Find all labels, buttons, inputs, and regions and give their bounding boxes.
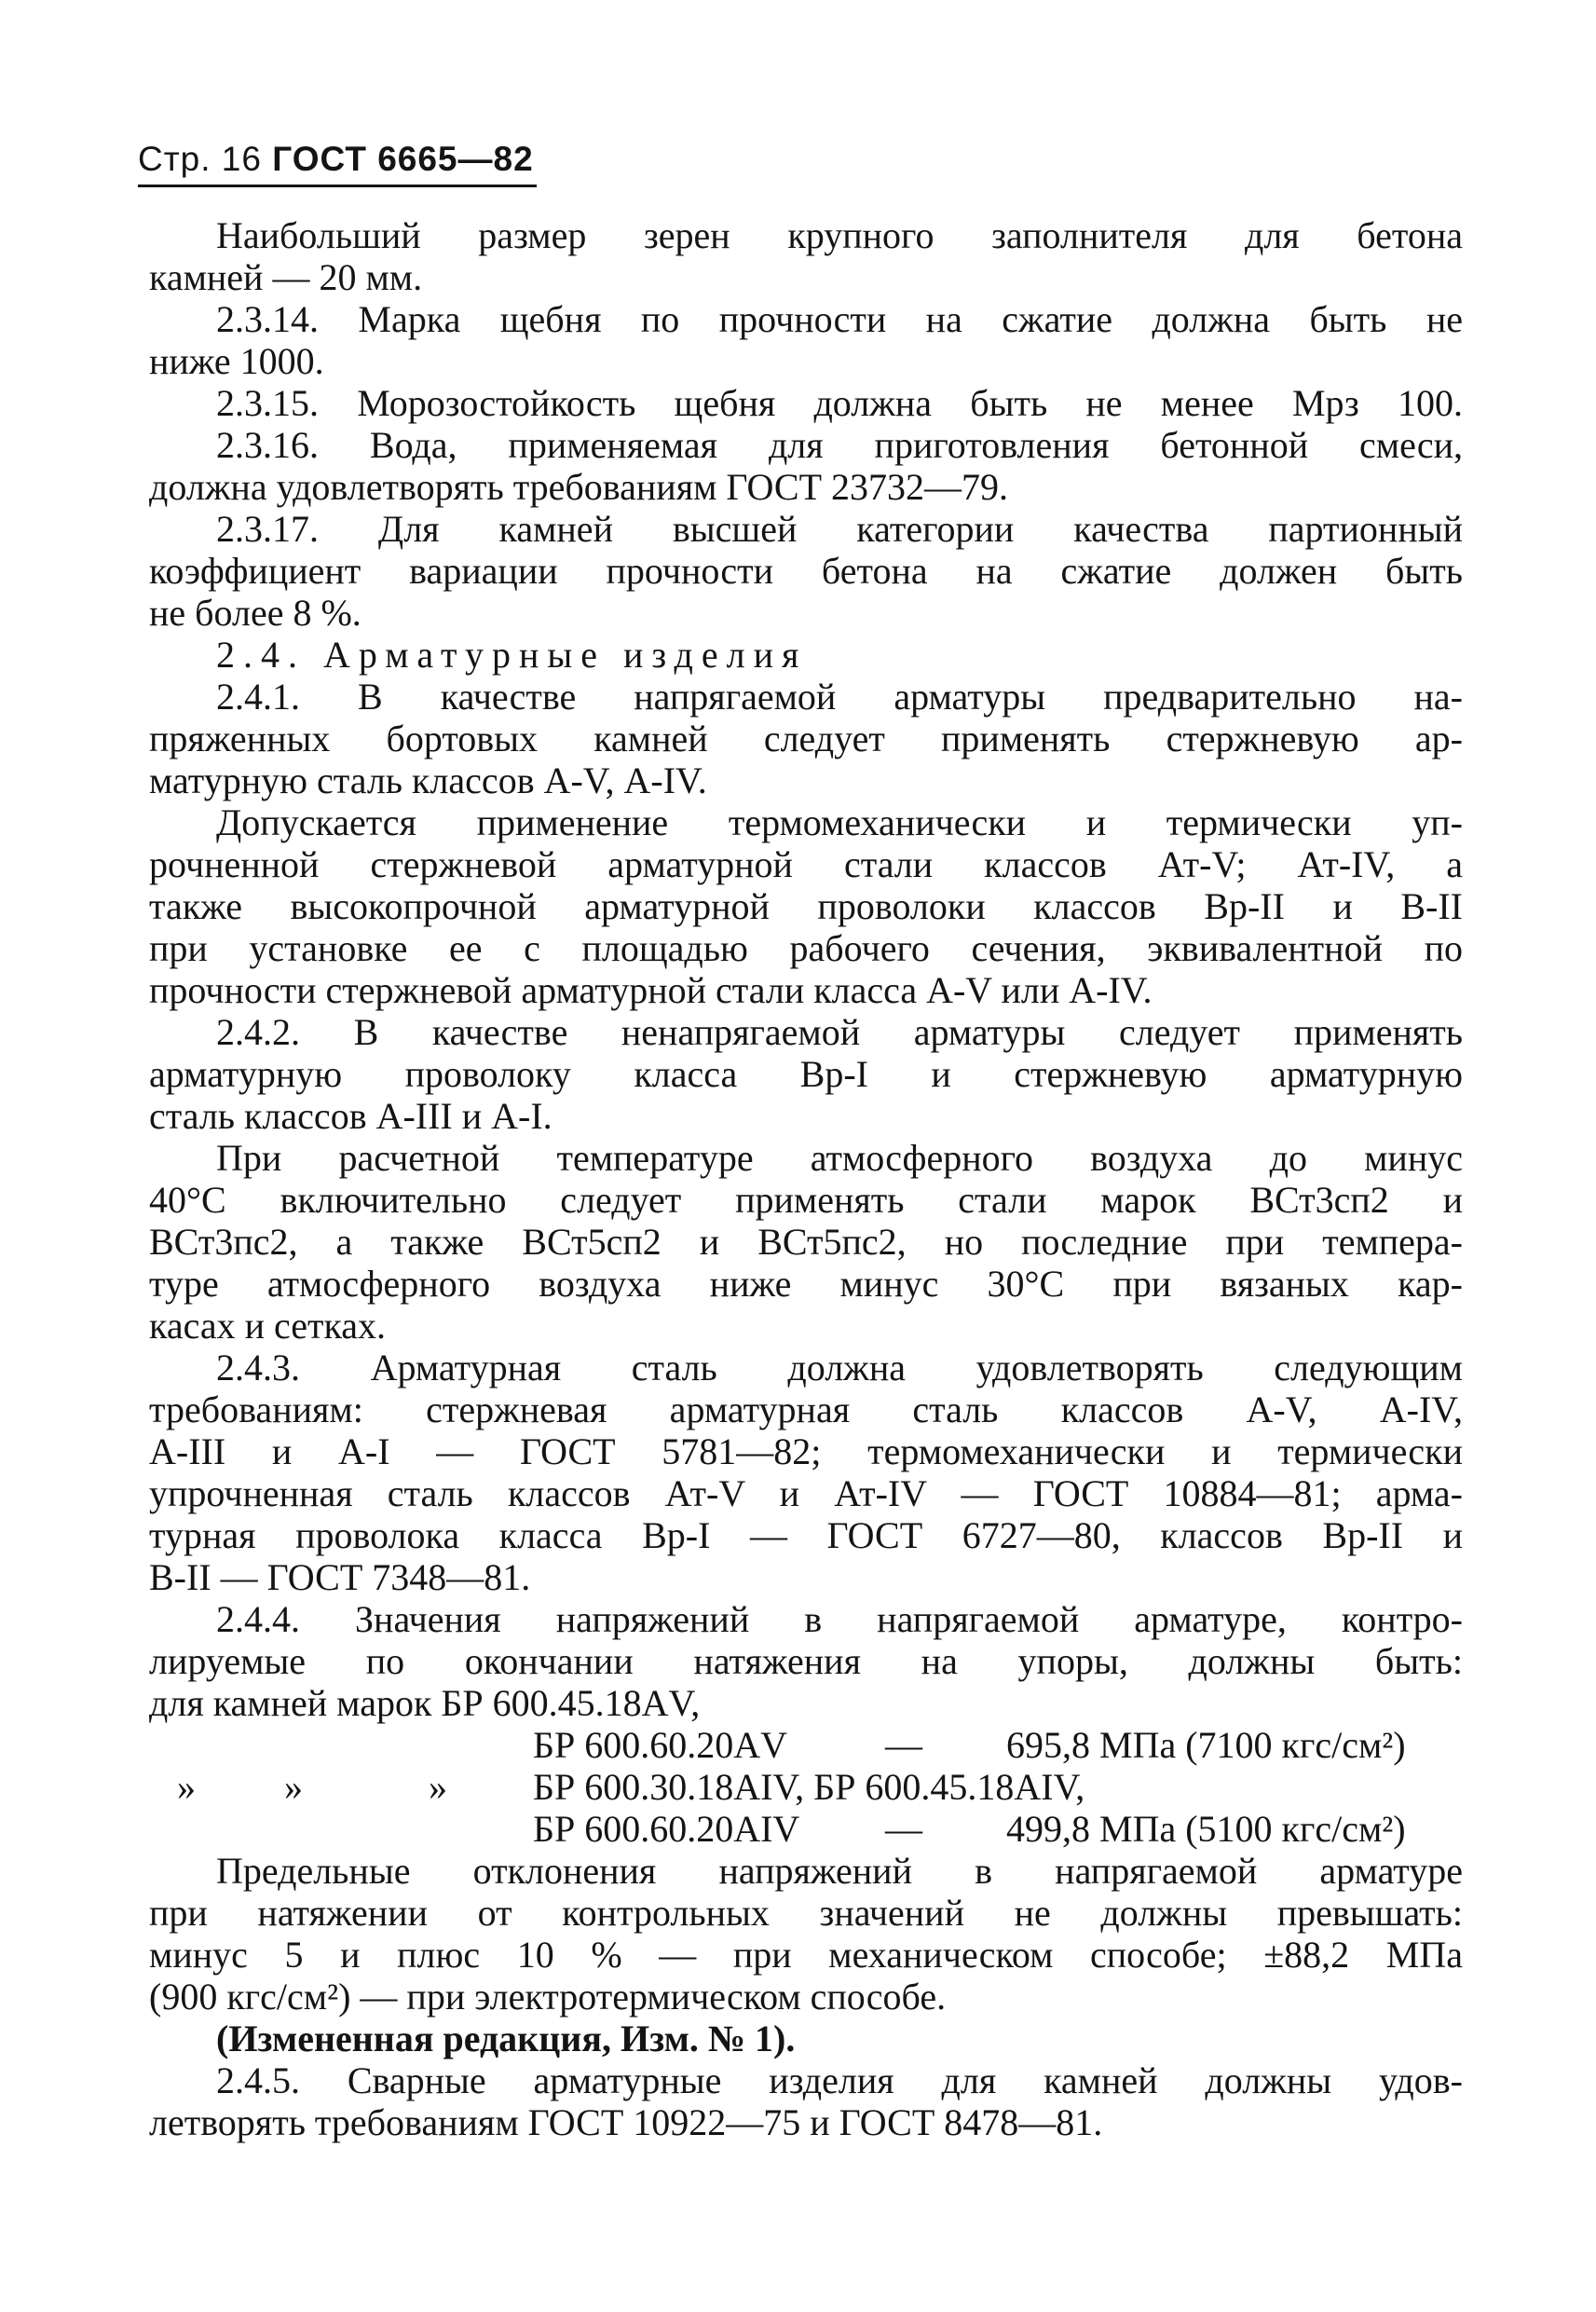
text-line: 2.4.5. Сварные арматурные изделия для камней должны удов- <box>216 2059 1463 2101</box>
text-line: 2.3.14. Марка щебня по прочности на сжатие должна быть не <box>216 298 1463 340</box>
stress-table-row <box>149 1808 1463 1850</box>
table-cell: 695,8 МПа (7100 кгс/см²) <box>1006 1724 1406 1766</box>
table-cell: — <box>885 1808 922 1850</box>
text-line: 2.3.15. Морозостойкость щебня должна быть не менее Мрз 100. <box>216 382 1463 424</box>
text-line: А-III и А-I — ГОСТ 5781—82; термомеханически и термически <box>149 1430 1463 1472</box>
text-line: летворять требованиям ГОСТ 10922—75 и ГОСТ 8478—81. <box>149 2101 1103 2143</box>
text-line: (900 кгс/см²) — при электротермическом способе. <box>149 1976 947 2018</box>
stress-table-row <box>149 1766 1463 1808</box>
text-line: 2.4.1. В качестве напрягаемой арматуры предварительно на- <box>216 676 1463 718</box>
table-cell: БР 600.60.20АIV <box>533 1808 800 1850</box>
text-line: 2.4.3. Арматурная сталь должна удовлетворять следующим <box>216 1347 1463 1389</box>
text-line: камней — 20 мм. <box>149 256 423 298</box>
text-line: касах и сетках. <box>149 1305 387 1347</box>
table-cell: БР 600.30.18АIV, БР 600.45.18АIV, <box>533 1766 1085 1808</box>
text-line: коэффициент вариации прочности бетона на сжатие должен быть <box>149 550 1463 592</box>
table-cell: 499,8 МПа (5100 кгс/см²) <box>1006 1808 1406 1850</box>
text-line: сталь классов А-III и А-I. <box>149 1095 552 1137</box>
text-line: 2.4.2. В качестве ненапрягаемой арматуры следует применять <box>216 1011 1463 1053</box>
ditto-mark: » <box>429 1766 447 1808</box>
text-line: прочности стержневой арматурной стали класса А-V или А-IV. <box>149 969 1153 1011</box>
text-line: арматурную проволоку класса Вр-I и стержневую арматурную <box>149 1053 1463 1095</box>
text-line: туре атмосферного воздуха ниже минус 30°С при вязаных кар- <box>149 1263 1463 1305</box>
text-line: В-II — ГОСТ 7348—81. <box>149 1556 531 1598</box>
text-line: Наибольший размер зерен крупного заполнителя для бетона <box>216 214 1463 256</box>
text-line: При расчетной температуре атмосферного воздуха до минус <box>216 1137 1463 1179</box>
amendment-note: (Измененная редакция, Изм. № 1). <box>216 2018 796 2059</box>
table-cell: — <box>885 1724 922 1766</box>
header-underline <box>138 185 537 187</box>
ditto-mark: » <box>284 1766 303 1808</box>
text-line: Предельные отклонения напряжений в напрягаемой арматуре <box>216 1850 1463 1892</box>
text-line: 40°С включительно следует применять стали марок ВСт3сп2 и <box>149 1179 1463 1221</box>
ditto-mark: » <box>177 1766 196 1808</box>
text-line: 2.4.4. Значения напряжений в напрягаемой арматуре, контро- <box>216 1598 1463 1640</box>
text-line: рочненной стержневой арматурной стали классов Ат-V; Ат-IV, а <box>149 843 1463 885</box>
text-line: Допускается применение термомеханически и термически уп- <box>216 801 1463 843</box>
text-line: лируемые по окончании натяжения на упоры, должны быть: <box>149 1640 1463 1682</box>
table-cell: БР 600.60.20АV <box>533 1724 787 1766</box>
text-line: ниже 1000. <box>149 340 324 382</box>
stress-table-row <box>149 1724 1463 1766</box>
text-line: требованиям: стержневая арматурная сталь классов А-V, А-IV, <box>149 1389 1463 1430</box>
text-line: упрочненная сталь классов Ат-V и Ат-IV — ГОСТ 10884—81; арма- <box>149 1472 1463 1514</box>
text-line: при установке ее с площадью рабочего сечения, эквивалентной по <box>149 927 1463 969</box>
text-line: должна удовлетворять требованиям ГОСТ 23732—79. <box>149 466 1009 508</box>
text-line: пряженных бортовых камней следует применять стержневую ар- <box>149 718 1463 759</box>
standard-number: ГОСТ 6665—82 <box>272 140 534 178</box>
text-line: при натяжении от контрольных значений не должны превышать: <box>149 1892 1463 1934</box>
text-line: также высокопрочной арматурной проволоки классов Вр-II и В-II <box>149 885 1463 927</box>
document-body <box>149 214 1463 2143</box>
text-line: 2.3.16. Вода, применяемая для приготовления бетонной смеси, <box>216 424 1463 466</box>
text-line: матурную сталь классов А-V, А-IV. <box>149 759 707 801</box>
section-heading: 2.4. Арматурные изделия <box>216 634 808 676</box>
text-line: 2.3.17. Для камней высшей категории качества партионный <box>216 508 1463 550</box>
stress-table-row <box>149 1682 1463 1724</box>
table-cell: для камней марок БР 600.45.18АV, <box>149 1682 701 1724</box>
text-line: не более 8 %. <box>149 592 361 634</box>
page-header <box>138 140 534 179</box>
text-line: минус 5 и плюс 10 % — при механическом способе; ±88,2 МПа <box>149 1934 1463 1976</box>
text-line: турная проволока класса Вр-I — ГОСТ 6727—80, классов Вр-II и <box>149 1514 1463 1556</box>
page-number-label: Стр. 16 <box>138 140 262 178</box>
text-line: ВСт3пс2, а также ВСт5сп2 и ВСт5пс2, но последние при темпера- <box>149 1221 1463 1263</box>
